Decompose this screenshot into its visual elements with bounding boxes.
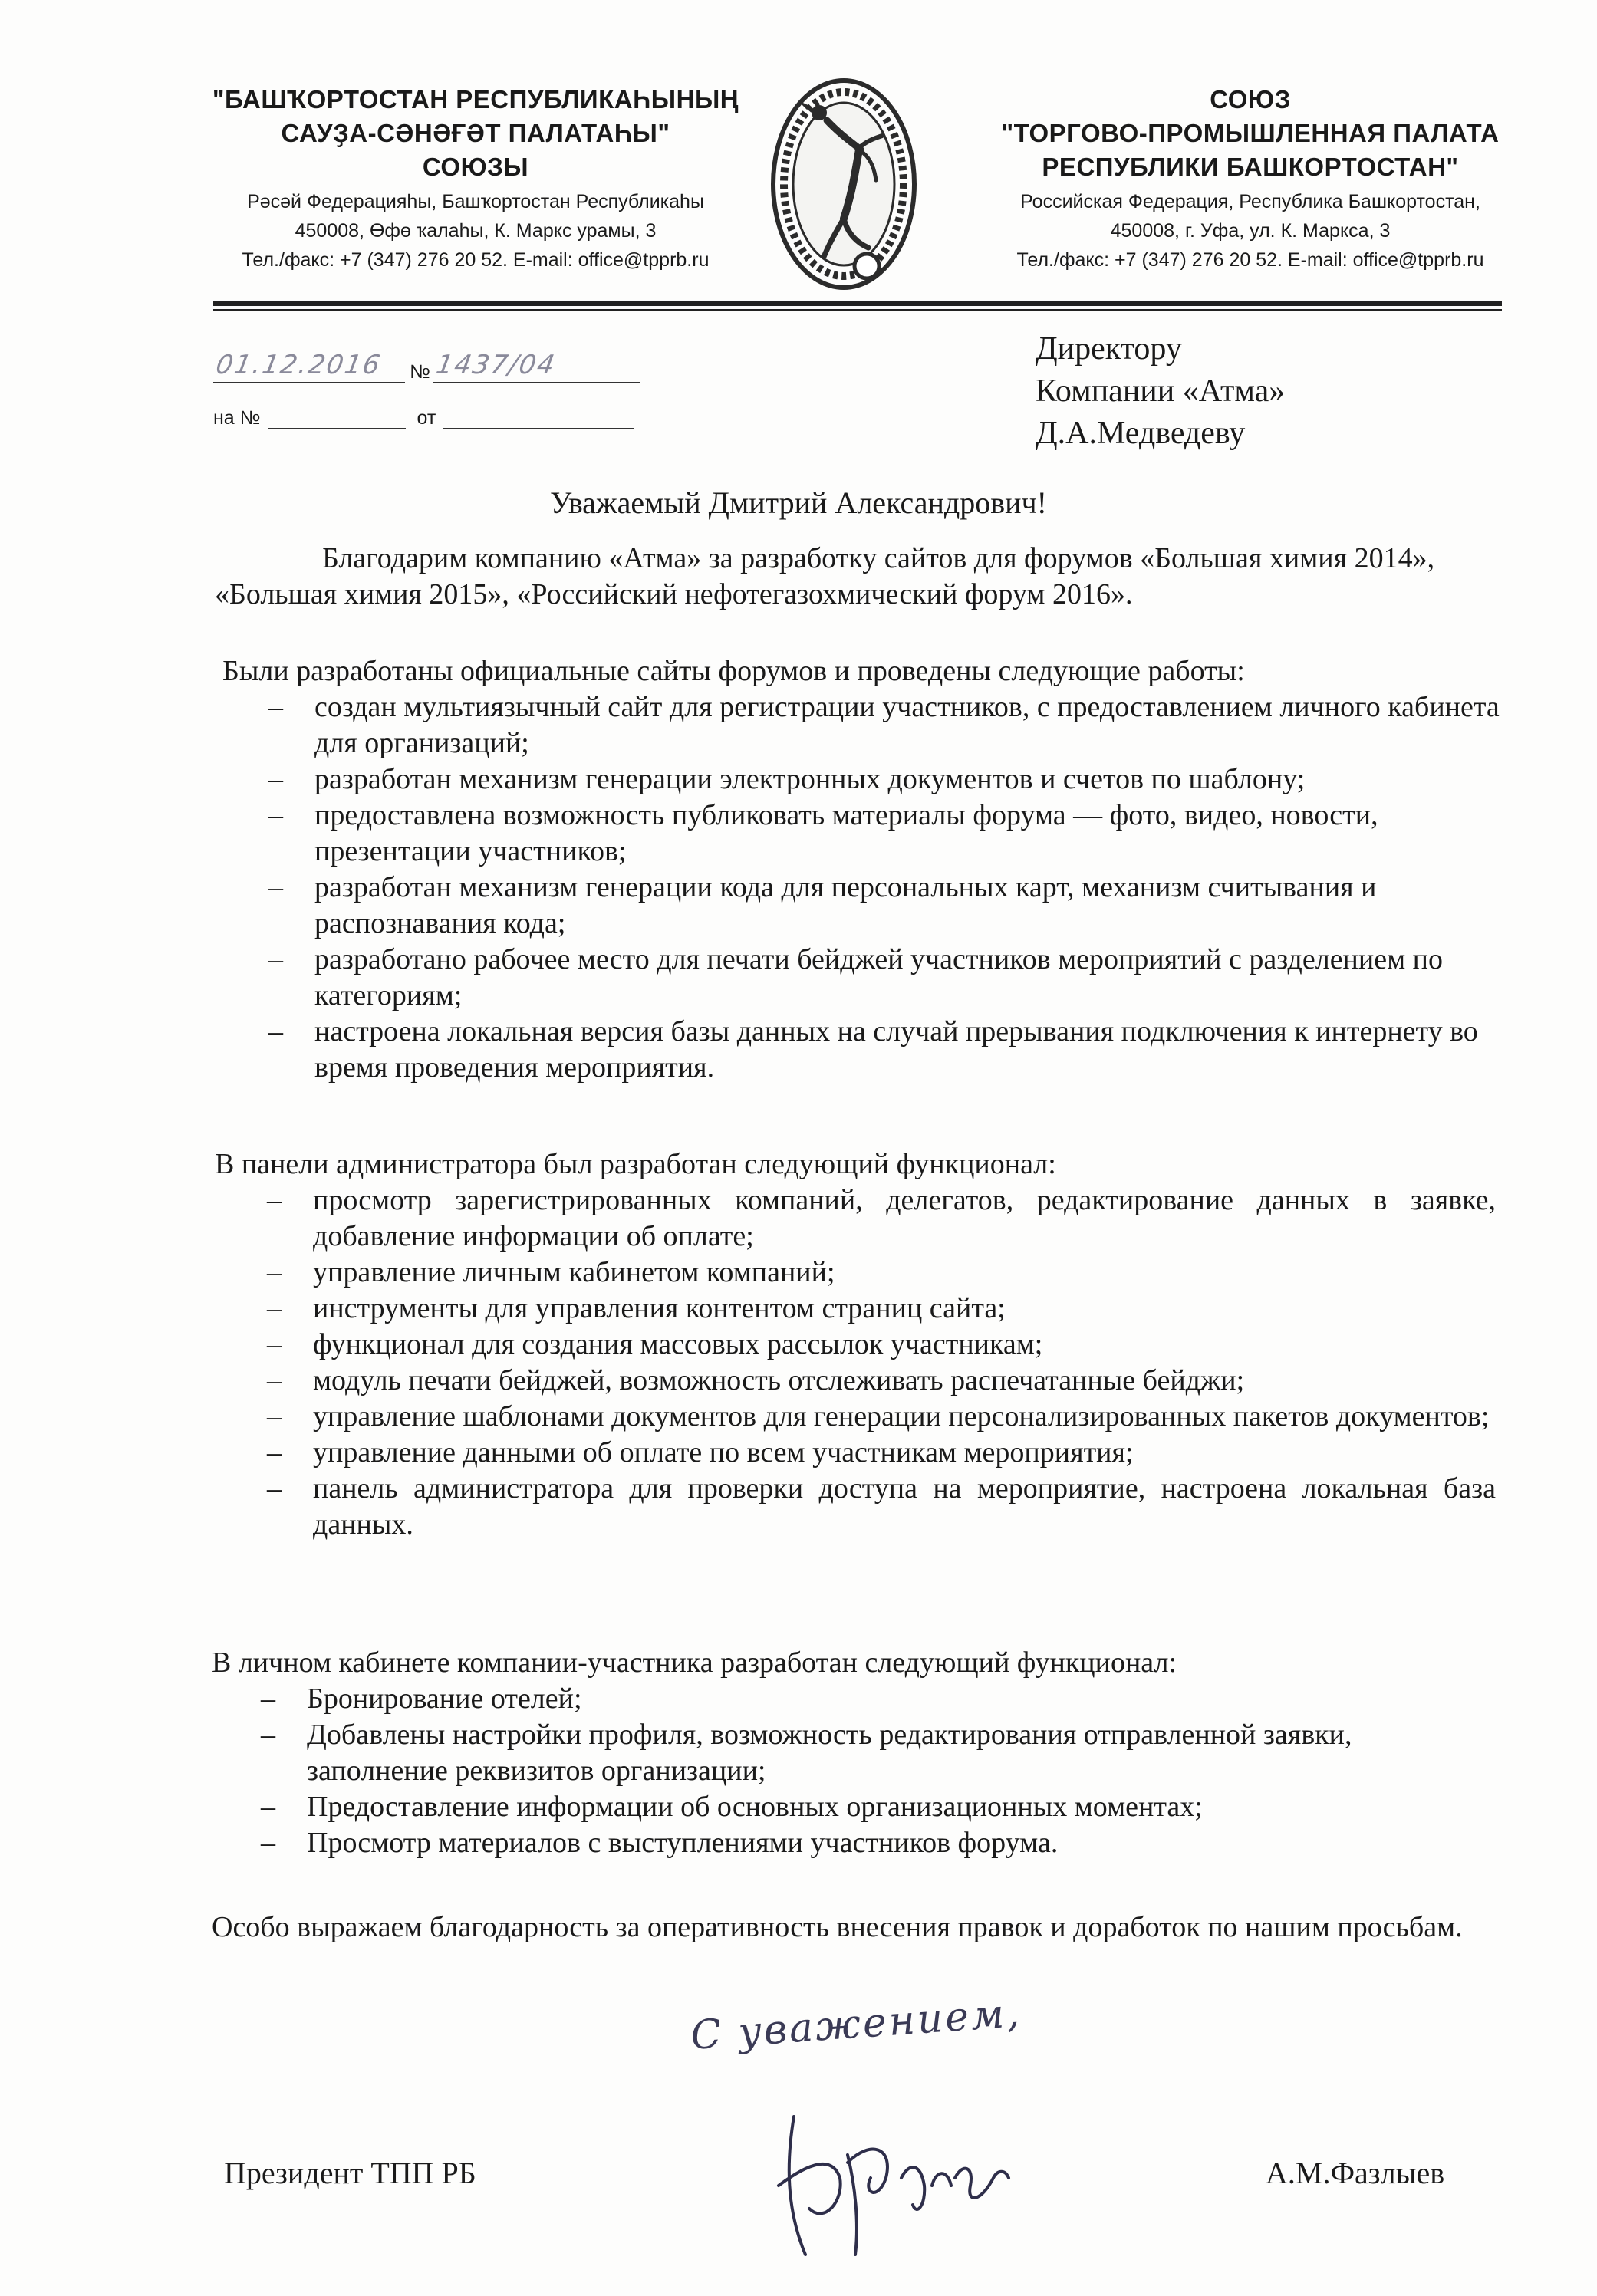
org-name-russian	[989, 83, 1511, 184]
list-item-text: функционал для создания массовых рассылок участникам;	[313, 1328, 1043, 1360]
reply-date-field	[443, 402, 634, 429]
list-item	[267, 1327, 1496, 1363]
contact-line: Тел./факс: +7 (347) 276 20 52. E-mail: office@tpprb.ru	[1016, 249, 1484, 271]
list-item	[267, 1399, 1496, 1435]
org-address-bashkir	[184, 187, 767, 275]
list-item-text: управление личным кабинетом компаний;	[313, 1256, 835, 1288]
list-item	[261, 1825, 1493, 1861]
list-item	[268, 798, 1503, 870]
list-dash: –	[268, 763, 283, 795]
signature-icon	[763, 2071, 1024, 2285]
list-dash: –	[267, 1292, 282, 1324]
handwritten-date: 01.12.2016	[213, 350, 384, 380]
list-item-text: Добавлены настройки профиля, возможность редактирования отправленной заявки, заполнение реквизитов организации;	[307, 1719, 1352, 1787]
list-dash: –	[261, 1719, 275, 1751]
number-field	[433, 350, 640, 383]
reply-number-label: на №	[213, 407, 261, 429]
section-participant-cabinet	[212, 1645, 1493, 1861]
admin-features-list	[267, 1183, 1496, 1543]
salutation: Уважаемый Дмитрий Александрович!	[550, 485, 1047, 520]
list-item-text: просмотр зарегистрированных компаний, делегатов, редактирование данных в заявке, добавление информации об оплате;	[313, 1184, 1496, 1252]
list-dash: –	[267, 1400, 282, 1433]
org-name-line: САУҘА-СӘНӘҒӘТ ПАЛАТАҺЫ"	[281, 119, 670, 147]
list-item	[268, 1014, 1503, 1086]
list-dash: –	[261, 1791, 275, 1823]
cabinet-features-list	[261, 1681, 1493, 1861]
chamber-emblem-icon	[767, 73, 920, 295]
handwritten-closing: С уважением,	[689, 1990, 1023, 2059]
org-name-line: СОЮЗЫ	[422, 153, 529, 181]
list-dash: –	[261, 1827, 275, 1859]
signatory-title: Президент ТПП РБ	[224, 2156, 476, 2190]
list-item-text: разработан механизм генерации электронных документов и счетов по шаблону;	[314, 763, 1306, 795]
incoming-reference	[213, 383, 640, 429]
list-dash: –	[267, 1328, 282, 1360]
closing-text: Особо выражаем благодарность за оперативность внесения правок и доработок по нашим просьбам.	[212, 1911, 1463, 1943]
list-item-text: управление шаблонами документов для генерации персонализированных пакетов документов;	[313, 1400, 1490, 1433]
signatory-name: А.М.Фазлыев	[1266, 2156, 1445, 2190]
list-item-text: настроена локальная версия базы данных на случай прерывания подключения к интернету во время проведения мероприятия.	[314, 1015, 1478, 1084]
header-divider	[213, 301, 1502, 306]
list-item-text: Просмотр материалов с выступлениями участников форума.	[307, 1827, 1059, 1859]
list-dash: –	[268, 799, 283, 831]
list-item-text: инструменты для управления контентом страниц сайта;	[313, 1292, 1006, 1324]
org-name-bashkir	[184, 83, 767, 184]
org-name-line: "БАШҠОРТОСТАН РЕСПУБЛИКАҺЫНЫҢ	[212, 85, 739, 113]
list-item	[268, 942, 1503, 1014]
list-dash: –	[267, 1364, 282, 1396]
list-item-text: разработан механизм генерации кода для персональных карт, механизм считывания и распознавания кода;	[314, 871, 1377, 939]
addressee-line: Директору	[1036, 331, 1182, 367]
list-item-text: Бронирование отелей;	[307, 1683, 582, 1715]
intro-text: Благодарим компанию «Атма» за разработку сайтов для форумов «Большая химия 2014», «Большая химия 2015», «Российский нефотегазохмический форум 2016».	[215, 542, 1435, 610]
list-item-text: разработано рабочее место для печати бейджей участников мероприятий с разделением по категориям;	[314, 943, 1443, 1011]
reply-number-field	[268, 402, 406, 429]
address-line: Рәсәй Федерацияһы, Башҡортостан Республикаһы	[247, 191, 704, 212]
list-item	[268, 689, 1503, 761]
address-line: 450008, г. Уфа, ул. К. Маркса, 3	[1110, 220, 1391, 242]
list-item	[261, 1789, 1493, 1825]
addressee-block	[1036, 328, 1285, 455]
number-label: №	[410, 361, 430, 383]
address-line: Российская Федерация, Республика Башкортостан,	[1020, 191, 1480, 212]
list-dash: –	[267, 1256, 282, 1288]
reference-block	[213, 337, 640, 429]
list-item-text: предоставлена возможность публиковать материалы форума — фото, видео, новости, презентации участников;	[314, 799, 1378, 867]
reply-date-label: от	[417, 407, 436, 429]
letterhead-left	[184, 83, 767, 275]
list-item	[261, 1717, 1493, 1789]
list-item	[261, 1681, 1493, 1717]
letterhead-right	[989, 83, 1511, 275]
handwritten-number: 1437/04	[433, 350, 558, 380]
org-name-line: РЕСПУБЛИКИ БАШКОРТОСТАН"	[1042, 153, 1459, 181]
section-heading: В личном кабинете компании-участника разработан следующий функционал:	[212, 1646, 1177, 1679]
list-dash: –	[267, 1184, 282, 1216]
list-item-text: создан мультиязычный сайт для регистрации участников, с предоставлением личного кабинета для организаций;	[314, 691, 1500, 759]
list-dash: –	[267, 1436, 282, 1469]
org-name-line: СОЮЗ	[1210, 85, 1291, 113]
header-divider	[213, 309, 1502, 311]
list-item-text: панель администратора для проверки доступа на мероприятие, настроена локальная база данных.	[313, 1472, 1496, 1541]
list-dash: –	[268, 1015, 283, 1048]
org-name-line: "ТОРГОВО-ПРОМЫШЛЕННАЯ ПАЛАТА	[1001, 119, 1500, 147]
closing-paragraph	[212, 1909, 1496, 1946]
outgoing-reference	[213, 337, 640, 383]
list-item-text: модуль печати бейджей, возможность отслеживать распечатанные бейджи;	[313, 1364, 1245, 1396]
list-dash: –	[268, 871, 283, 903]
intro-paragraph	[215, 541, 1496, 613]
list-dash: –	[268, 943, 283, 975]
list-item	[267, 1435, 1496, 1471]
list-item	[268, 870, 1503, 942]
list-dash: –	[267, 1472, 282, 1505]
works-list	[268, 689, 1503, 1086]
address-line: 450008, Өфө ҡалаһы, К. Маркс урамы, 3	[295, 220, 657, 242]
list-item	[267, 1471, 1496, 1543]
org-address-russian	[989, 187, 1511, 275]
list-item	[268, 761, 1503, 798]
list-item-text: Предоставление информации об основных организационных моментах;	[307, 1791, 1203, 1823]
date-field	[213, 350, 405, 383]
list-item	[267, 1255, 1496, 1291]
addressee-line: Компании «Атма»	[1036, 373, 1286, 409]
contact-line: Тел./факс: +7 (347) 276 20 52. E-mail: office@tpprb.ru	[242, 249, 710, 271]
section-works	[222, 653, 1503, 1086]
list-dash: –	[261, 1683, 275, 1715]
list-item-text: управление данными об оплате по всем участникам мероприятия;	[313, 1436, 1134, 1469]
list-item	[267, 1183, 1496, 1255]
list-dash: –	[268, 691, 283, 723]
addressee-line: Д.А.Медведеву	[1036, 416, 1246, 451]
section-heading: В панели администратора был разработан следующий функционал:	[215, 1148, 1056, 1180]
list-item	[267, 1363, 1496, 1399]
list-item	[267, 1291, 1496, 1327]
section-admin-panel	[215, 1146, 1496, 1543]
section-heading: Были разработаны официальные сайты форумов и проведены следующие работы:	[222, 655, 1245, 687]
